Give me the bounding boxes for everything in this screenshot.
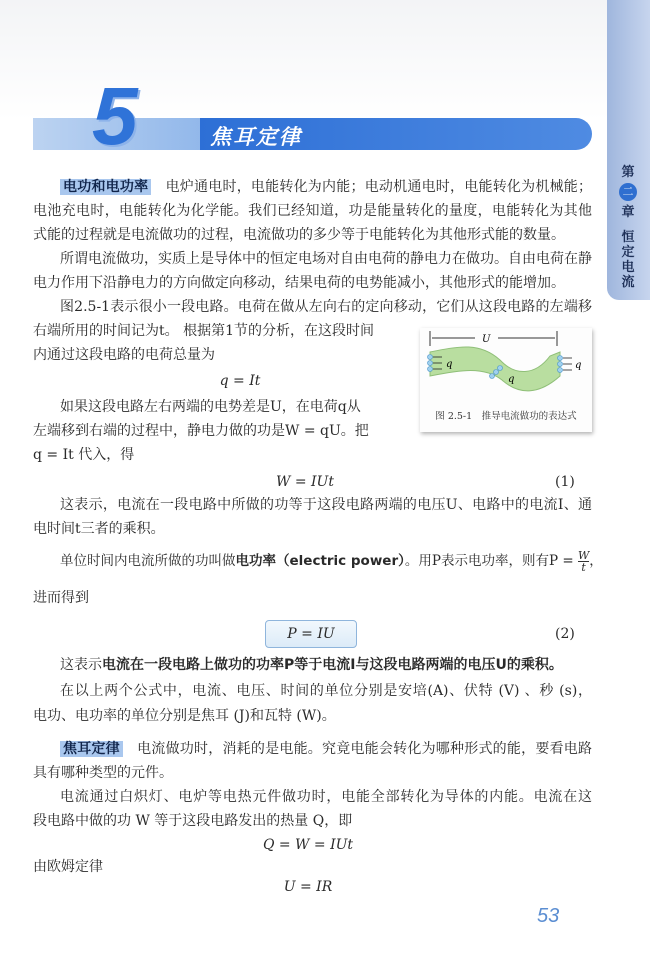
p9-line1 (60, 739, 592, 759)
equation-4: U = IR (283, 879, 333, 895)
fraction-w-over-t (578, 550, 589, 573)
p4-line3: q = It 代入，得 (33, 447, 135, 463)
equation-q: q = It (219, 373, 261, 389)
p4-line2: 左端移到右端的过程中，静电力做的功是W = qU。把 (33, 423, 369, 439)
side-tab-di: 第 (621, 165, 635, 180)
p6-line2: 进而得到 (33, 590, 89, 606)
p1-line1 (60, 177, 592, 197)
equation-2-box: P = IU (265, 620, 357, 648)
text: 电炉通电时，电能转化为内能；电动机通电时，电能转化为机械能； (165, 179, 592, 195)
p1-line3: 式能的过程就是电流做功的过程，电流做功的多少等于电能转化为其他形式能的数量。 (33, 227, 565, 243)
side-tab-chapter-number: 二 (619, 183, 637, 201)
u-label: U (482, 334, 491, 345)
p3-line2: 右端所用的时间记为t。 根据第1节的分析，在这段时间 (33, 323, 374, 339)
text: 单位时间内电流所做的功叫做 (60, 553, 236, 569)
section-title: 焦耳定律 (210, 124, 302, 149)
p2-line1: 所谓电流做功，实质上是导体中的恒定电场对自由电荷的静电力在做功。自由电荷在静 (60, 251, 592, 267)
numerator: W (577, 549, 590, 562)
keyword-electric-power: 电功率（electric power） (235, 553, 405, 569)
side-tab-zhang: 章 (621, 205, 635, 220)
charge-label-middle: q (508, 374, 515, 385)
p9-line2: 具有哪种类型的元件。 (33, 765, 173, 781)
p10-line2: 段电路中做的功 W 等于这段电路发出的热量 Q，即 (33, 813, 353, 829)
equation-2-number: (2) (555, 626, 575, 642)
figure-caption: 图 2.5-1 推导电流做功的表达式 (435, 411, 577, 422)
equation-1-number: (1) (555, 474, 575, 490)
conductor-diagram (420, 328, 592, 408)
p5-line2: 电时间t三者的乘积。 (33, 521, 165, 537)
p5-line1: 这表示，电流在一段电路中所做的功等于这段电路两端的电压U、电路中的电流I、通 (60, 497, 592, 513)
side-tab-title-4: 流 (621, 275, 635, 290)
keyword-joule-law: 焦耳定律 (60, 741, 123, 757)
p1-line2: 电池充电时，电能转化为化学能。我们已经知道，功是能量转化的量度，电能转化为其他 (33, 203, 592, 219)
bold-conclusion: 电流在一段电路上做功的功率P等于电流I与这段电路两端的电压U的乘积。 (102, 657, 563, 673)
side-tab-title-3: 电 (621, 260, 635, 275)
page-number: 53 (537, 905, 560, 927)
p7-line (60, 655, 563, 675)
charge-label-left: q (446, 359, 453, 370)
p4-line1: 如果这段电路左右两端的电势差是U，在电荷q从 (60, 399, 361, 415)
text: ， (589, 553, 603, 569)
p6-line1 (60, 550, 603, 573)
section-number: 5 (92, 71, 138, 162)
p8-line1: 在以上两个公式中，电流、电压、时间的单位分别是安培(A)、伏特 (V) 、秒 (s)， (60, 683, 592, 699)
keyword-electric-work: 电功和电功率 (60, 179, 151, 195)
denominator: t (581, 561, 586, 574)
charge-label-right: q (575, 360, 582, 371)
text: 这表示 (60, 657, 102, 673)
p2-line2: 电力作用下沿静电力的方向做定向移动，结果电荷的电势能减小，其他形式的能增加。 (33, 275, 565, 291)
p11-line: 由欧姆定律 (33, 859, 103, 875)
figure-2-5-1 (420, 328, 592, 432)
p3-line1: 图2.5-1表示很小一段电路。电荷在做从左向右的定向移动，它们从这段电路的左端移 (60, 299, 592, 315)
equation-1: W = IUt (276, 474, 334, 490)
equation-3: Q = W = IUt (262, 837, 354, 853)
section-title-bar (200, 118, 592, 150)
side-tab-title-1: 恒 (621, 230, 635, 245)
p10-line1: 电流通过白炽灯、电炉等电热元件做功时，电能全部转化为导体的内能。电流在这 (60, 789, 592, 805)
text: 电流做功时，消耗的是电能。究竟电能会转化为哪种形式的能，要看电路 (137, 741, 592, 757)
side-tab-title-2: 定 (621, 245, 635, 260)
p3-line3: 内通过这段电路的电荷总量为 (33, 347, 215, 363)
text: 。用P表示电功率，则有P = (404, 553, 574, 569)
chapter-side-tab (607, 0, 650, 300)
p8-line2: 电功、电功率的单位分别是焦耳 (J)和瓦特 (W)。 (33, 708, 336, 724)
